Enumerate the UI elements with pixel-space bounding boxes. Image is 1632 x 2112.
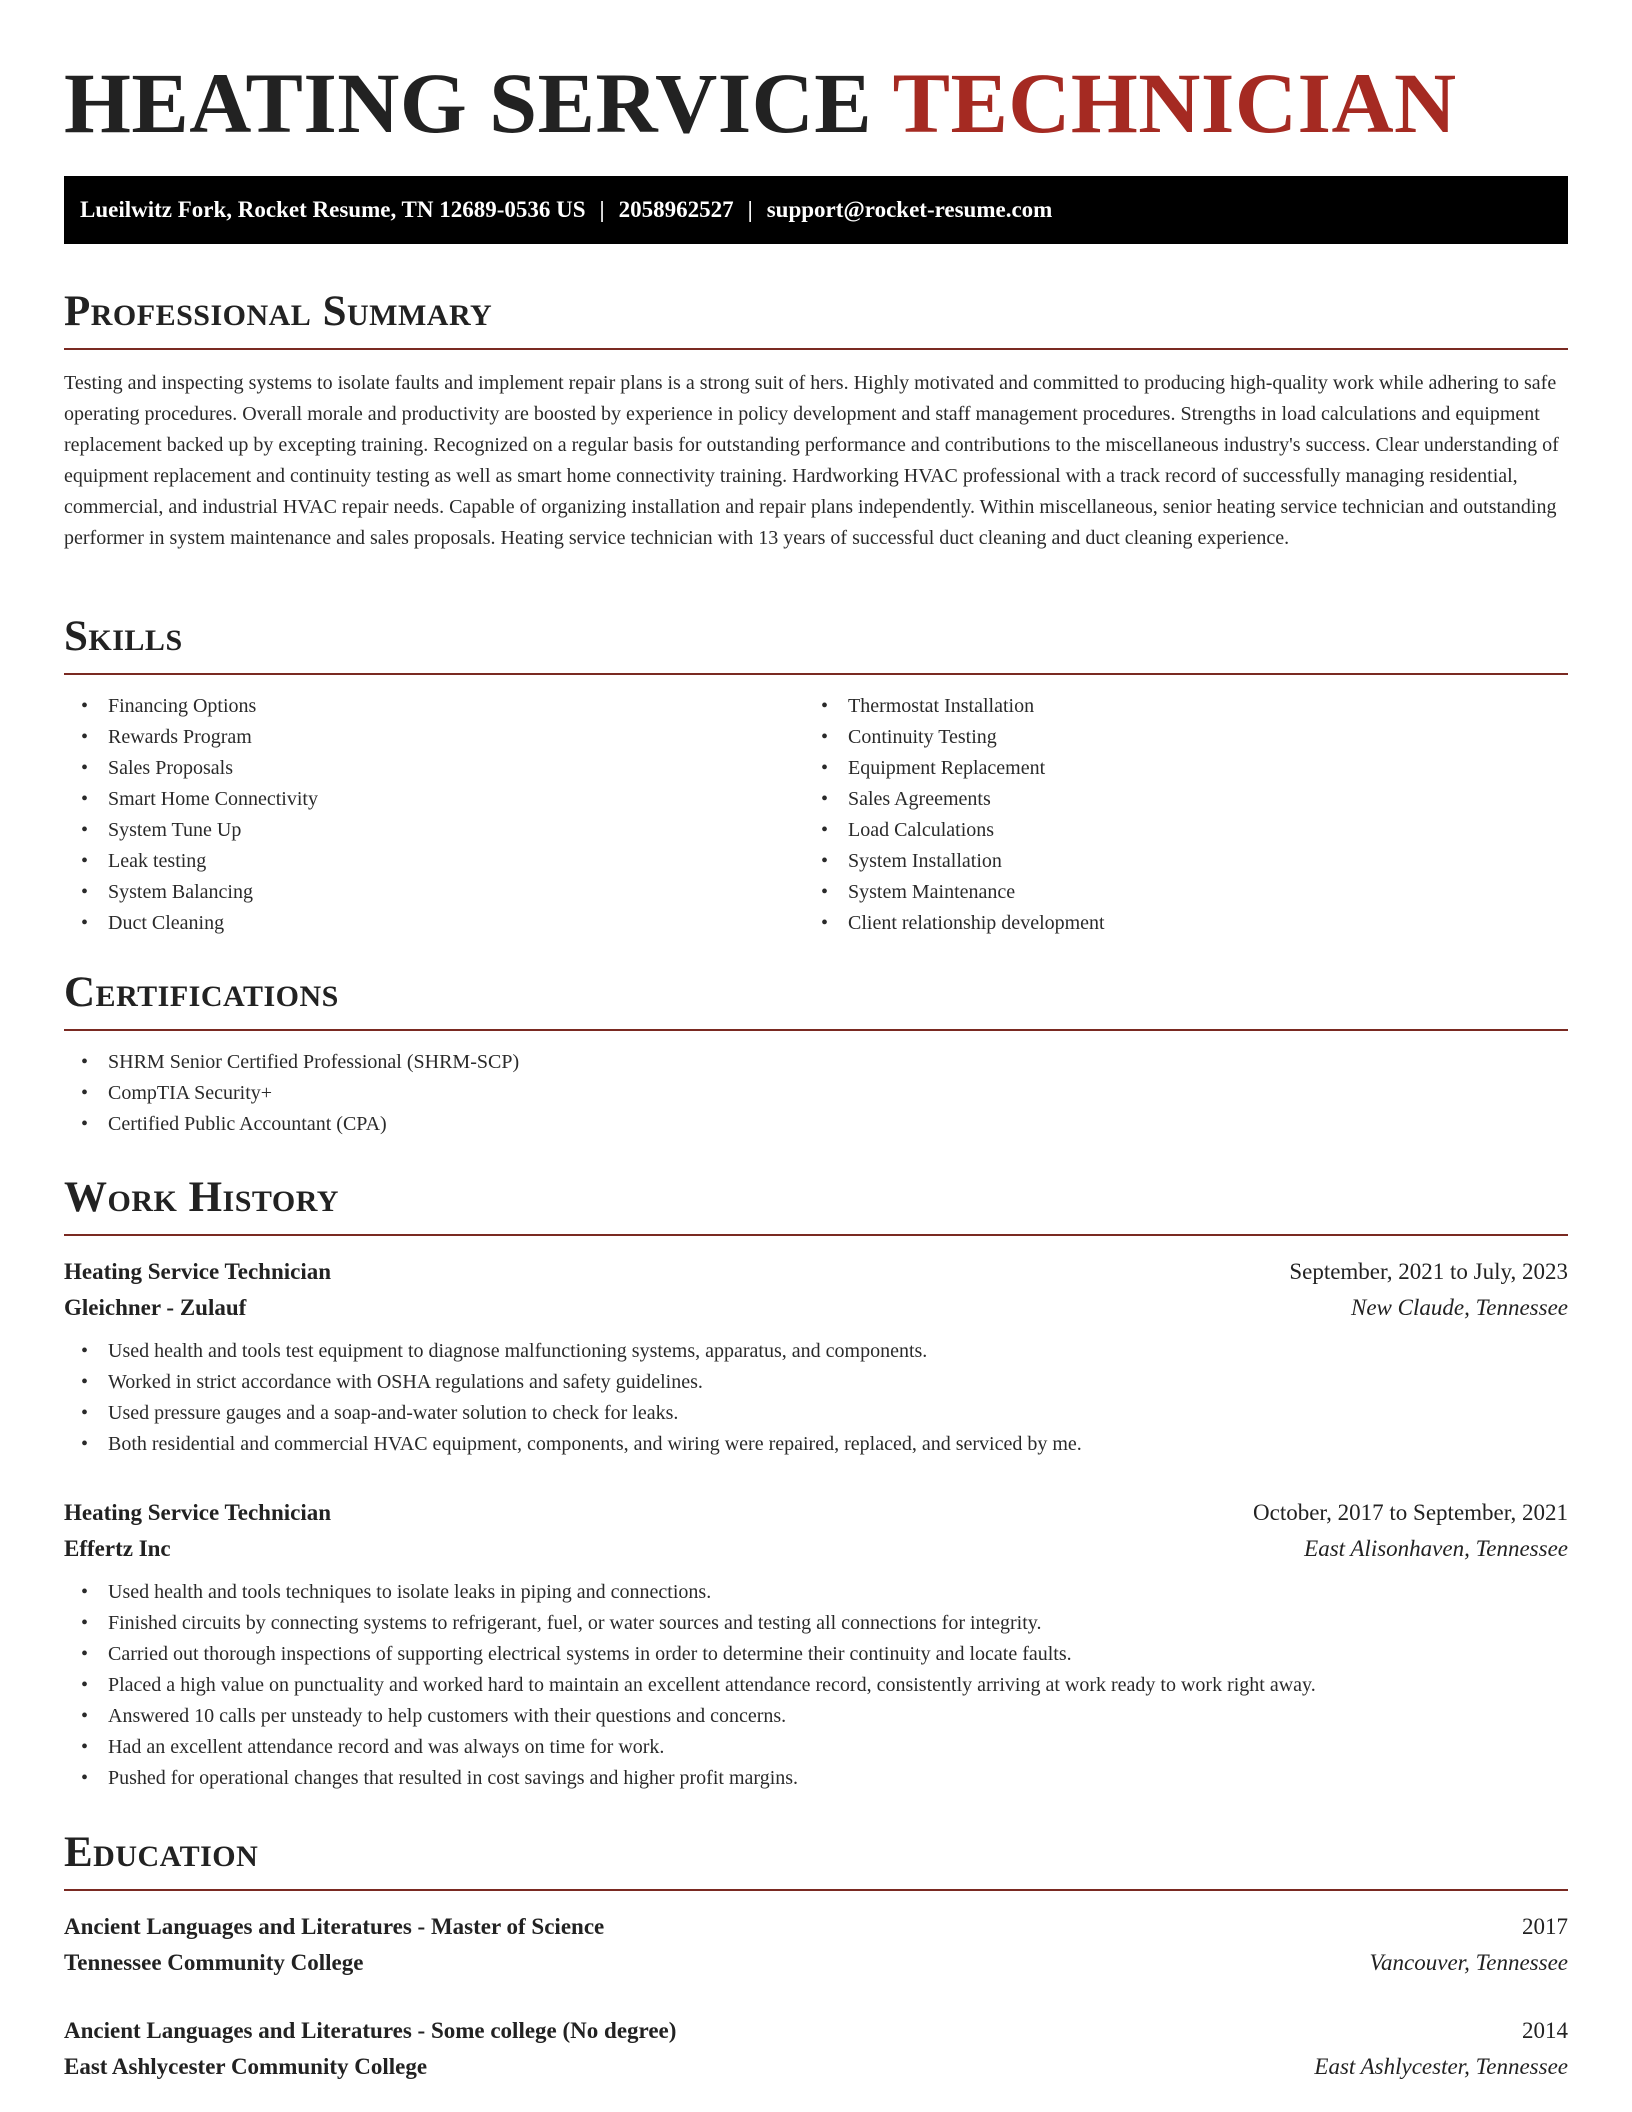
job-dates: October, 2017 to September, 2021 [1253, 1500, 1568, 1525]
contact-email: support@rocket-resume.com [766, 197, 1053, 222]
section-title-work-history: Work History [64, 1174, 339, 1221]
contact-separator: | [747, 197, 753, 222]
education-school-row [64, 2049, 1568, 2085]
education-degree: Ancient Languages and Literatures - Some college (No degree) [64, 2018, 677, 2043]
section-title-summary: Professional Summary [64, 288, 493, 335]
skill-item: • Equipment Replacement [804, 753, 1544, 784]
education-header-row [64, 1909, 1568, 1945]
skill-item: • Client relationship development [804, 908, 1544, 939]
job-company-row [64, 1290, 1568, 1326]
name-last: TECHNICIAN [892, 55, 1457, 151]
education-section [64, 1827, 1568, 1891]
summary-section [64, 286, 1568, 554]
contact-bar [64, 176, 1568, 244]
education-school: Tennessee Community College [64, 1950, 364, 1975]
skill-item: • System Tune Up [64, 815, 804, 846]
education-entry [64, 2013, 1568, 2085]
summary-text: Testing and inspecting systems to isolate faults and implement repair plans is a strong suit of hers. Highly motivated and committed to producing high-quality work while adhering to safe operating procedures. Overall morale and productivity are boosted by experience in policy development and staff management procedures. Strengths in load calculations and equipment replacement backed up by excepting training. Recognized on a regular basis for outstanding performance and contributions to the miscellaneous industry's success. Clear understanding of equipment replacement and continuity testing as well as smart home connectivity training. Hardworking HVAC professional with a track record of successfully managing residential, commercial, and industrial HVAC repair needs. Capable of organizing installation and repair plans independently. Within miscellaneous, senior heating service technician and outstanding performer in system maintenance and sales proposals. Heating service technician with 13 years of successful duct cleaning and duct cleaning experience. [64, 372, 1559, 549]
work-history-section [64, 1172, 1568, 1236]
education-header-row [64, 2013, 1568, 2049]
section-divider [64, 348, 1568, 350]
skills-list-left [64, 691, 804, 939]
skill-item: • Sales Agreements [804, 784, 1544, 815]
skill-item: • Rewards Program [64, 722, 804, 753]
skill-item: • Thermostat Installation [804, 691, 1544, 722]
job-header-row [64, 1254, 1568, 1290]
skill-item: • System Balancing [64, 877, 804, 908]
job-bullet: • Had an excellent attendance record and was always on time for work. [64, 1732, 1568, 1763]
section-divider [64, 1234, 1568, 1236]
job-dates: September, 2021 to July, 2023 [1289, 1259, 1568, 1284]
job-title: Heating Service Technician [64, 1500, 332, 1525]
skills-columns [64, 691, 1568, 939]
section-divider [64, 1889, 1568, 1891]
job-bullet: • Carried out thorough inspections of supporting electrical systems in order to determine their continuity and locate faults. [64, 1639, 1568, 1670]
education-location: East Ashlycester, Tennessee [1314, 2054, 1568, 2079]
job-bullet: • Used pressure gauges and a soap-and-water solution to check for leaks. [64, 1398, 1568, 1429]
certification-item: • SHRM Senior Certified Professional (SHRM-SCP) [64, 1047, 1568, 1078]
education-degree: Ancient Languages and Literatures - Master of Science [64, 1914, 605, 1939]
job-title: Heating Service Technician [64, 1259, 332, 1284]
skill-item: • Leak testing [64, 846, 804, 877]
job-bullet: • Used health and tools test equipment to diagnose malfunctioning systems, apparatus, and components. [64, 1336, 1568, 1367]
section-divider [64, 1029, 1568, 1031]
skills-list-right [804, 691, 1544, 939]
certifications-section [64, 967, 1568, 1140]
skill-item: • Duct Cleaning [64, 908, 804, 939]
job-bullet: • Pushed for operational changes that resulted in cost savings and higher profit margins. [64, 1763, 1568, 1794]
job-entry [64, 1495, 1568, 1794]
job-bullet: • Finished circuits by connecting systems to refrigerant, fuel, or water sources and testing all connections for integrity. [64, 1608, 1568, 1639]
certification-item: • CompTIA Security+ [64, 1078, 1568, 1109]
job-bullet: • Placed a high value on punctuality and worked hard to maintain an excellent attendance record, consistently arriving at work ready to work right away. [64, 1670, 1568, 1701]
job-bullet: • Worked in strict accordance with OSHA regulations and safety guidelines. [64, 1367, 1568, 1398]
skill-item: • Financing Options [64, 691, 804, 722]
job-bullet: • Answered 10 calls per unsteady to help customers with their questions and concerns. [64, 1701, 1568, 1732]
education-location: Vancouver, Tennessee [1369, 1950, 1568, 1975]
section-title-education: Education [64, 1829, 259, 1876]
section-title-certifications: Certifications [64, 969, 339, 1016]
section-divider [64, 673, 1568, 675]
job-company-row [64, 1531, 1568, 1567]
contact-separator: | [599, 197, 605, 222]
education-school-row [64, 1945, 1568, 1981]
contact-phone: 2058962527 [618, 197, 734, 222]
skill-item: • Smart Home Connectivity [64, 784, 804, 815]
job-company: Gleichner - Zulauf [64, 1295, 247, 1320]
certification-item: • Certified Public Accountant (CPA) [64, 1109, 1568, 1140]
education-school: East Ashlycester Community College [64, 2054, 428, 2079]
job-bullets [64, 1336, 1568, 1460]
skill-item: • Load Calculations [804, 815, 1544, 846]
job-entry [64, 1254, 1568, 1460]
education-year: 2017 [1522, 1914, 1568, 1939]
job-bullet: • Both residential and commercial HVAC equipment, components, and wiring were repaired, replaced, and serviced by me. [64, 1429, 1568, 1460]
education-year: 2014 [1522, 2018, 1568, 2043]
skill-item: • System Maintenance [804, 877, 1544, 908]
job-company: Effertz Inc [64, 1536, 171, 1561]
skills-section [64, 611, 1568, 939]
resume-name [64, 55, 1457, 151]
job-header-row [64, 1495, 1568, 1531]
education-entry [64, 1909, 1568, 1981]
name-first: HEATING SERVICE [64, 55, 873, 151]
skill-item: • System Installation [804, 846, 1544, 877]
skill-item: • Sales Proposals [64, 753, 804, 784]
section-title-skills: Skills [64, 613, 183, 660]
job-bullet: • Used health and tools techniques to isolate leaks in piping and connections. [64, 1577, 1568, 1608]
job-location: East Alisonhaven, Tennessee [1304, 1536, 1568, 1561]
job-bullets [64, 1577, 1568, 1794]
skill-item: • Continuity Testing [804, 722, 1544, 753]
contact-address: Lueilwitz Fork, Rocket Resume, TN 12689-0536 US [80, 197, 586, 222]
job-location: New Claude, Tennessee [1351, 1295, 1568, 1320]
certifications-list [64, 1047, 1568, 1140]
